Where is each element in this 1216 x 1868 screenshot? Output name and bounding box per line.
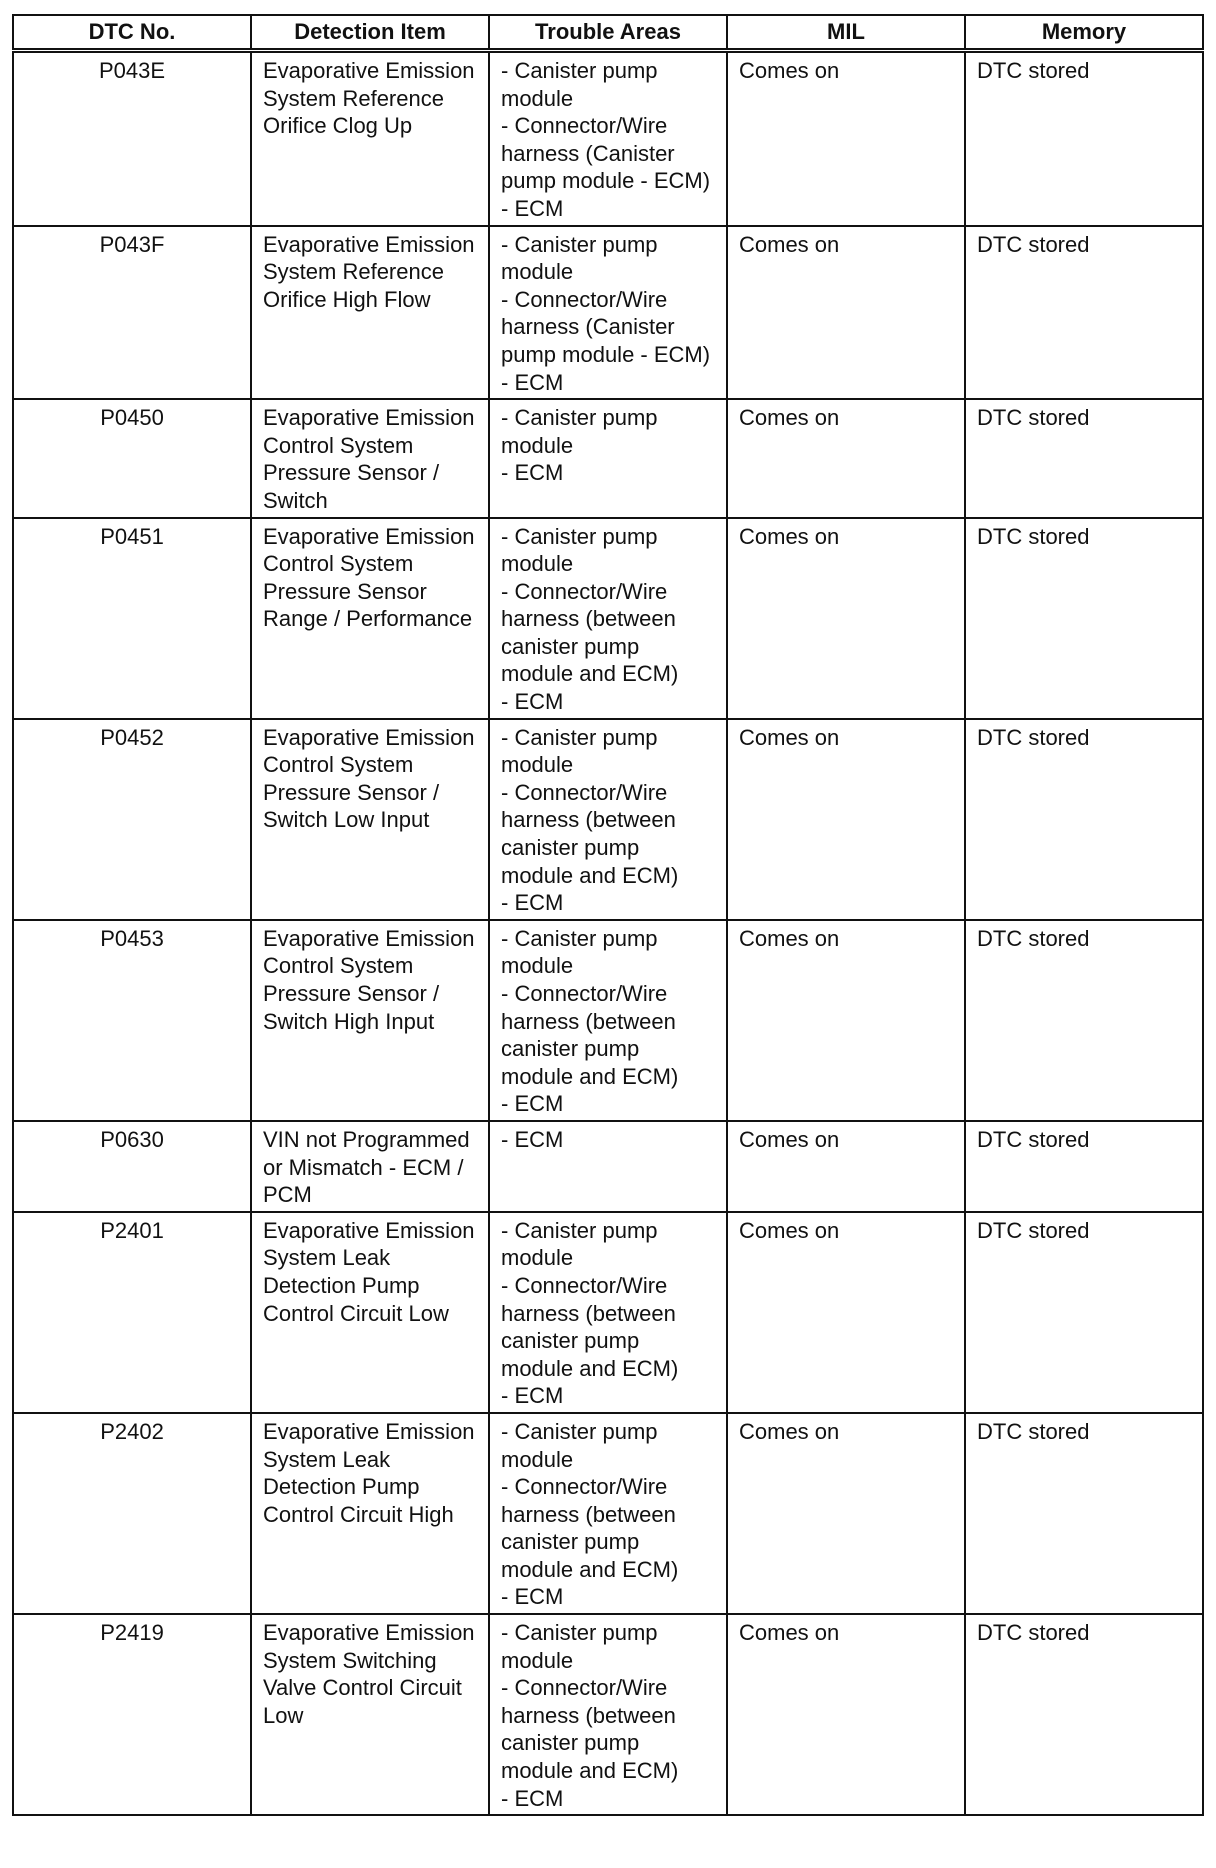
memory-cell: DTC stored — [965, 1212, 1203, 1413]
dtc-code-cell: P0453 — [13, 920, 251, 1121]
dtc-table-sheet — [12, 14, 1202, 1816]
detection-item-cell: Evaporative Emission System Reference Orifice High Flow — [251, 226, 489, 400]
detection-item-cell: Evaporative Emission System Reference Orifice Clog Up — [251, 51, 489, 226]
memory-cell: DTC stored — [965, 1413, 1203, 1614]
table-row — [13, 226, 1203, 400]
table-row — [13, 399, 1203, 517]
table-body — [13, 51, 1203, 1816]
dtc-code-cell: P0630 — [13, 1121, 251, 1212]
memory-cell: DTC stored — [965, 518, 1203, 719]
detection-item-cell: Evaporative Emission System Leak Detection Pump Control Circuit High — [251, 1413, 489, 1614]
mil-cell: Comes on — [727, 1212, 965, 1413]
column-header-mil: MIL — [727, 15, 965, 51]
mil-cell: Comes on — [727, 1121, 965, 1212]
memory-cell: DTC stored — [965, 1614, 1203, 1815]
mil-cell: Comes on — [727, 226, 965, 400]
detection-item-cell: Evaporative Emission System Leak Detection Pump Control Circuit Low — [251, 1212, 489, 1413]
trouble-areas-cell: - Canister pump module - Connector/Wire harness (between canister pump module and ECM) - ECM — [489, 1614, 727, 1815]
detection-item-cell: Evaporative Emission Control System Pressure Sensor Range / Performance — [251, 518, 489, 719]
mil-cell: Comes on — [727, 518, 965, 719]
detection-item-cell: Evaporative Emission Control System Pressure Sensor / Switch — [251, 399, 489, 517]
table-row — [13, 1212, 1203, 1413]
table-row — [13, 719, 1203, 920]
dtc-code-cell: P0451 — [13, 518, 251, 719]
detection-item-cell: Evaporative Emission Control System Pressure Sensor / Switch High Input — [251, 920, 489, 1121]
dtc-code-cell: P2401 — [13, 1212, 251, 1413]
detection-item-cell: Evaporative Emission Control System Pressure Sensor / Switch Low Input — [251, 719, 489, 920]
trouble-areas-cell: - Canister pump module - Connector/Wire harness (between canister pump module and ECM) - ECM — [489, 719, 727, 920]
trouble-areas-cell: - ECM — [489, 1121, 727, 1212]
detection-item-cell: Evaporative Emission System Switching Valve Control Circuit Low — [251, 1614, 489, 1815]
detection-item-cell: VIN not Programmed or Mismatch - ECM / PCM — [251, 1121, 489, 1212]
column-header-memory: Memory — [965, 15, 1203, 51]
table-row — [13, 51, 1203, 226]
trouble-areas-cell: - Canister pump module - Connector/Wire harness (between canister pump module and ECM) - ECM — [489, 920, 727, 1121]
column-header-dtc-no: DTC No. — [13, 15, 251, 51]
trouble-areas-cell: - Canister pump module - Connector/Wire harness (between canister pump module and ECM) - ECM — [489, 1212, 727, 1413]
dtc-code-cell: P2402 — [13, 1413, 251, 1614]
dtc-code-cell: P043E — [13, 51, 251, 226]
memory-cell: DTC stored — [965, 719, 1203, 920]
memory-cell: DTC stored — [965, 399, 1203, 517]
table-row — [13, 920, 1203, 1121]
table-row — [13, 518, 1203, 719]
trouble-areas-cell: - Canister pump module - Connector/Wire harness (between canister pump module and ECM) - ECM — [489, 1413, 727, 1614]
mil-cell: Comes on — [727, 399, 965, 517]
dtc-code-cell: P0450 — [13, 399, 251, 517]
dtc-code-cell: P0452 — [13, 719, 251, 920]
mil-cell: Comes on — [727, 719, 965, 920]
table-row — [13, 1614, 1203, 1815]
memory-cell: DTC stored — [965, 226, 1203, 400]
dtc-code-cell: P043F — [13, 226, 251, 400]
table-row — [13, 1413, 1203, 1614]
memory-cell: DTC stored — [965, 920, 1203, 1121]
header-row — [13, 15, 1203, 51]
trouble-areas-cell: - Canister pump module - Connector/Wire harness (between canister pump module and ECM) - ECM — [489, 518, 727, 719]
mil-cell: Comes on — [727, 920, 965, 1121]
dtc-table — [12, 14, 1204, 1816]
column-header-trouble-areas: Trouble Areas — [489, 15, 727, 51]
dtc-code-cell: P2419 — [13, 1614, 251, 1815]
column-header-detection-item: Detection Item — [251, 15, 489, 51]
memory-cell: DTC stored — [965, 1121, 1203, 1212]
table-header — [13, 15, 1203, 51]
mil-cell: Comes on — [727, 1413, 965, 1614]
table-row — [13, 1121, 1203, 1212]
memory-cell: DTC stored — [965, 51, 1203, 226]
mil-cell: Comes on — [727, 1614, 965, 1815]
trouble-areas-cell: - Canister pump module - Connector/Wire harness (Canister pump module - ECM) - ECM — [489, 226, 727, 400]
mil-cell: Comes on — [727, 51, 965, 226]
trouble-areas-cell: - Canister pump module - ECM — [489, 399, 727, 517]
trouble-areas-cell: - Canister pump module - Connector/Wire harness (Canister pump module - ECM) - ECM — [489, 51, 727, 226]
